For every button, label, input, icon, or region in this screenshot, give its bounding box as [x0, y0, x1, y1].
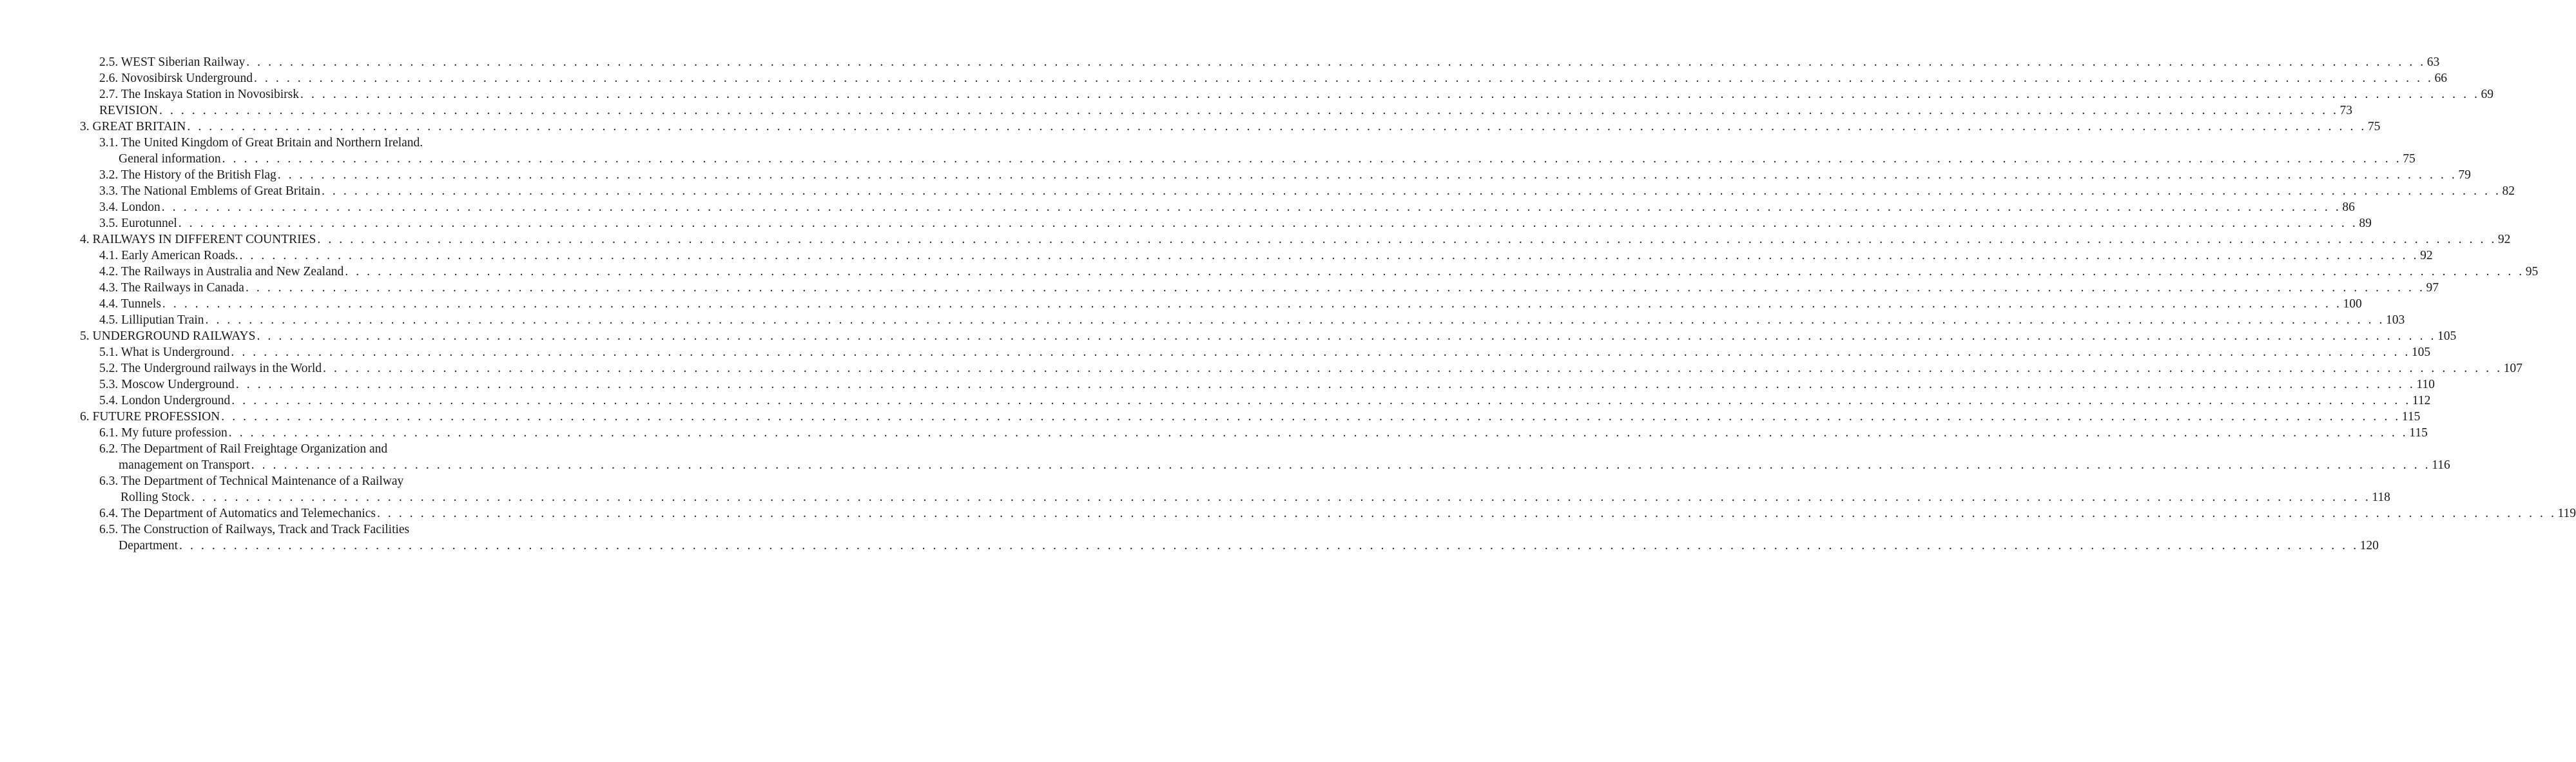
toc-entry-title: 6.5. The Construction of Railways, Track and Track Facilities — [99, 523, 410, 536]
toc-entry — [0, 280, 2439, 296]
toc-entry — [0, 135, 552, 151]
toc-entry-title: 6.4. The Department of Automatics and Telemechanics — [99, 507, 376, 520]
toc-entry-title: General information — [119, 152, 221, 166]
toc-entry-title: management on Transport — [119, 458, 250, 472]
toc-entry-page: 63 — [2426, 55, 2440, 69]
toc-entry — [0, 457, 2450, 473]
toc-entry-page: 107 — [2503, 362, 2523, 375]
toc-entry — [0, 312, 2405, 328]
toc-entry-page: 115 — [2401, 410, 2421, 424]
toc-entry — [0, 215, 2372, 231]
toc-entry-title: 3.2. The History of the British Flag — [99, 168, 276, 182]
toc-entry — [0, 151, 2416, 167]
toc-entry-title: 2.6. Novosibirsk Underground — [99, 72, 253, 85]
toc-entry — [0, 119, 2381, 135]
toc-entry-title: 4.2. The Railways in Australia and New Zealand — [99, 265, 344, 278]
toc-entry-title: REVISION — [99, 104, 158, 117]
toc-entry-page: 82 — [2502, 184, 2515, 198]
toc-entry-page: 97 — [2426, 281, 2439, 295]
toc-entry — [0, 103, 2353, 119]
toc-entry-title: 5.3. Moscow Underground — [99, 378, 235, 391]
toc-entry-title: 3.1. The United Kingdom of Great Britain and Northern Ireland. — [99, 136, 423, 150]
toc-entry — [0, 70, 2447, 86]
toc-entry-page: 119 — [2557, 507, 2576, 520]
dot-leader: . . . . . . . . . . . . . . . . . . . . . . . . . . . . . . . . . . . . . . . . . . . . . . . . . . . . . . . . . . . . . . . . . . . . . . . . . . . . . . . . . . . . . . . . . . . . . . . . . . . . . . . . . . . . . . . . . . . . . . . . . . . . . . . . . . . . . . . . . . . . . . . . . . . . . . . . . . . . . . . . . . . . . . . . . . . . . . . . . . . . . . . . . . . . . . . . . . . . . . . . — [321, 184, 2501, 198]
toc-entry-title: 6.3. The Department of Technical Maintenance of a Railway — [99, 474, 404, 488]
toc-entry-title: 5.1. What is Underground — [99, 346, 230, 359]
dot-leader: . . . . . . . . . . . . . . . . . . . . . . . . . . . . . . . . . . . . . . . . . . . . . . . . . . . . . . . . . . . . . . . . . . . . . . . . . . . . . . . . . . . . . . . . . . . . . . . . . . . . . . . . . . . . . . . . . . . . . . . . . . . . . . . . . . . . . . . . . . . . . . . . . . . . . . . . . . . . . . . . . . . . . . . . . . . . . . . . . . . . . . . . . . . . . . . . . . . . . . . . — [239, 249, 2419, 262]
dot-leader: . . . . . . . . . . . . . . . . . . . . . . . . . . . . . . . . . . . . . . . . . . . . . . . . . . . . . . . . . . . . . . . . . . . . . . . . . . . . . . . . . . . . . . . . . . . . . . . . . . . . . . . . . . . . . . . . . . . . . . . . . . . . . . . . . . . . . . . . . . . . . . . . . . . . . . . . . . . . . . . . . . . . . . . . . . . . . . . . . . . . . . . . . . . . . . . . . . . . . . . . — [323, 362, 2503, 375]
toc-entry-page: 103 — [2386, 313, 2405, 327]
dot-leader: . . . . . . . . . . . . . . . . . . . . . . . . . . . . . . . . . . . . . . . . . . . . . . . . . . . . . . . . . . . . . . . . . . . . . . . . . . . . . . . . . . . . . . . . . . . . . . . . . . . . . . . . . . . . . . . . . . . . . . . . . . . . . . . . . . . . . . . . . . . . . . . . . . . . . . . . . . . . . . . . . . . . . . . . . . . . . . . . . . . . . . . . . . . . . . . . . . . . . . . . — [161, 200, 2341, 214]
toc-entry-page: 100 — [2343, 297, 2362, 311]
toc-entry-page: 66 — [2434, 72, 2447, 85]
toc-entry-title: 6.1. My future profession — [99, 426, 228, 440]
dot-leader: . . . . . . . . . . . . . . . . . . . . . . . . . . . . . . . . . . . . . . . . . . . . . . . . . . . . . . . . . . . . . . . . . . . . . . . . . . . . . . . . . . . . . . . . . . . . . . . . . . . . . . . . . . . . . . . . . . . . . . . . . . . . . . . . . . . . . . . . . . . . . . . . . . . . . . . . . . . . . . . . . . . . . . . . . . . . . . . . . . . . . . . . . . . . . . . . . . . . . . . . — [205, 313, 2385, 327]
dot-leader: . . . . . . . . . . . . . . . . . . . . . . . . . . . . . . . . . . . . . . . . . . . . . . . . . . . . . . . . . . . . . . . . . . . . . . . . . . . . . . . . . . . . . . . . . . . . . . . . . . . . . . . . . . . . . . . . . . . . . . . . . . . . . . . . . . . . . . . . . . . . . . . . . . . . . . . . . . . . . . . . . . . . . . . . . . . . . . . . . . . . . . . . . . . . . . . . . . . . . . . . — [178, 217, 2358, 230]
dot-leader: . . . . . . . . . . . . . . . . . . . . . . . . . . . . . . . . . . . . . . . . . . . . . . . . . . . . . . . . . . . . . . . . . . . . . . . . . . . . . . . . . . . . . . . . . . . . . . . . . . . . . . . . . . . . . . . . . . . . . . . . . . . . . . . . . . . . . . . . . . . . . . . . . . . . . . . . . . . . . . . . . . . . . . . . . . . . . . . . . . . . . . . . . . . . . . . . . . . . . . . . — [345, 265, 2524, 278]
toc-entry-title: 4.1. Early American Roads. — [99, 249, 238, 262]
toc-entry-title: 6. FUTURE PROFESSION — [80, 410, 220, 424]
toc-entry — [0, 425, 2428, 441]
toc-entry-page: 110 — [2416, 378, 2435, 391]
toc-entry-title: Rolling Stock — [121, 491, 190, 504]
toc-entry-page: 118 — [2372, 491, 2390, 504]
toc-entry-title: 4.5. Lilliputian Train — [99, 313, 204, 327]
dot-leader: . . . . . . . . . . . . . . . . . . . . . . . . . . . . . . . . . . . . . . . . . . . . . . . . . . . . . . . . . . . . . . . . . . . . . . . . . . . . . . . . . . . . . . . . . . . . . . . . . . . . . . . . . . . . . . . . . . . . . . . . . . . . . . . . . . . . . . . . . . . . . . . . . . . . . . . . . . . . . . . . . . . . . . . . . . . . . . . . . . . . . . . . . . . . . . . . . . . . . . . . — [253, 72, 2434, 85]
table-of-contents — [0, 54, 2576, 554]
toc-entry — [0, 231, 2511, 248]
dot-leader: . . . . . . . . . . . . . . . . . . . . . . . . . . . . . . . . . . . . . . . . . . . . . . . . . . . . . . . . . . . . . . . . . . . . . . . . . . . . . . . . . . . . . . . . . . . . . . . . . . . . . . . . . . . . . . . . . . . . . . . . . . . . . . . . . . . . . . . . . . . . . . . . . . . . . . . . . . . . . . . . . . . . . . . . . . . . . . . . . . . . . . . . . . . . . . . . . . . . . . . . — [191, 491, 2371, 504]
toc-entry-page: 92 — [2420, 249, 2433, 262]
toc-entry-page: 105 — [2411, 346, 2431, 359]
dot-leader: . . . . . . . . . . . . . . . . . . . . . . . . . . . . . . . . . . . . . . . . . . . . . . . . . . . . . . . . . . . . . . . . . . . . . . . . . . . . . . . . . . . . . . . . . . . . . . . . . . . . . . . . . . . . . . . . . . . . . . . . . . . . . . . . . . . . . . . . . . . . . . . . . . . . . . . . . . . . . . . . . . . . . . . . . . . . . . . . . . . . . . . . . . . . . . . . . . . . . . . . — [246, 55, 2426, 69]
toc-entry — [0, 167, 2471, 183]
toc-entry-title: 5.2. The Underground railways in the World — [99, 362, 322, 375]
toc-entry — [0, 441, 552, 457]
dot-leader: . . . . . . . . . . . . . . . . . . . . . . . . . . . . . . . . . . . . . . . . . . . . . . . . . . . . . . . . . . . . . . . . . . . . . . . . . . . . . . . . . . . . . . . . . . . . . . . . . . . . . . . . . . . . . . . . . . . . . . . . . . . . . . . . . . . . . . . . . . . . . . . . . . . . . . . . . . . . . . . . . . . . . . . . . . . . . . . . . . . . . . . . . . . . . . . . . . . . . . . . — [317, 233, 2497, 246]
toc-entry — [0, 86, 2494, 103]
toc-entry-title: 4. RAILWAYS IN DIFFERENT COUNTRIES — [80, 233, 316, 246]
toc-entry-page: 115 — [2409, 426, 2428, 440]
toc-entry-page: 105 — [2437, 329, 2457, 343]
toc-entry-page: 75 — [2367, 120, 2381, 133]
toc-entry-page: 112 — [2412, 394, 2431, 407]
toc-entry-title: Department — [119, 539, 179, 552]
dot-leader: . . . . . . . . . . . . . . . . . . . . . . . . . . . . . . . . . . . . . . . . . . . . . . . . . . . . . . . . . . . . . . . . . . . . . . . . . . . . . . . . . . . . . . . . . . . . . . . . . . . . . . . . . . . . . . . . . . . . . . . . . . . . . . . . . . . . . . . . . . . . . . . . . . . . . . . . . . . . . . . . . . . . . . . . . . . . . . . . . . . . . . . . . . . . . . . . . . . . . . . . — [187, 120, 2367, 133]
toc-entry-title: 5.4. London Underground — [99, 394, 231, 407]
toc-entry — [0, 248, 2433, 264]
toc-entry-title: 4.3. The Railways in Canada — [99, 281, 244, 295]
toc-entry-title: 3. GREAT BRITAIN — [80, 120, 186, 133]
toc-entry-title: 3.4. London — [99, 200, 160, 214]
toc-entry — [0, 296, 2362, 312]
toc-entry-title: 6.2. The Department of Rail Freightage Organization and — [99, 442, 388, 456]
toc-entry-title: 3.5. Eurotunnel — [99, 217, 177, 230]
dot-leader: . . . . . . . . . . . . . . . . . . . . . . . . . . . . . . . . . . . . . . . . . . . . . . . . . . . . . . . . . . . . . . . . . . . . . . . . . . . . . . . . . . . . . . . . . . . . . . . . . . . . . . . . . . . . . . . . . . . . . . . . . . . . . . . . . . . . . . . . . . . . . . . . . . . . . . . . . . . . . . . . . . . . . . . . . . . . . . . . . . . . . . . . . . . . . . . . . . . . . . . . — [277, 168, 2457, 182]
dot-leader: . . . . . . . . . . . . . . . . . . . . . . . . . . . . . . . . . . . . . . . . . . . . . . . . . . . . . . . . . . . . . . . . . . . . . . . . . . . . . . . . . . . . . . . . . . . . . . . . . . . . . . . . . . . . . . . . . . . . . . . . . . . . . . . . . . . . . . . . . . . . . . . . . . . . . . . . . . . . . . . . . . . . . . . . . . . . . . . . . . . . . . . . . . . . . . . . . . . . . . . . — [251, 458, 2431, 472]
toc-entry-page: 69 — [2481, 88, 2494, 101]
toc-entry-title: 3.3. The National Emblems of Great Britain — [99, 184, 320, 198]
dot-leader: . . . . . . . . . . . . . . . . . . . . . . . . . . . . . . . . . . . . . . . . . . . . . . . . . . . . . . . . . . . . . . . . . . . . . . . . . . . . . . . . . . . . . . . . . . . . . . . . . . . . . . . . . . . . . . . . . . . . . . . . . . . . . . . . . . . . . . . . . . . . . . . . . . . . . . . . . . . . . . . . . . . . . . . . . . . . . . . . . . . . . . . . . . . . . . . . . . . . . . . . — [376, 507, 2557, 520]
toc-entry-page: 73 — [2339, 104, 2353, 117]
toc-entry — [0, 538, 2379, 554]
toc-entry-page: 79 — [2458, 168, 2471, 182]
dot-leader: . . . . . . . . . . . . . . . . . . . . . . . . . . . . . . . . . . . . . . . . . . . . . . . . . . . . . . . . . . . . . . . . . . . . . . . . . . . . . . . . . . . . . . . . . . . . . . . . . . . . . . . . . . . . . . . . . . . . . . . . . . . . . . . . . . . . . . . . . . . . . . . . . . . . . . . . . . . . . . . . . . . . . . . . . . . . . . . . . . . . . . . . . . . . . . . . . . . . . . . . — [162, 297, 2342, 311]
dot-leader: . . . . . . . . . . . . . . . . . . . . . . . . . . . . . . . . . . . . . . . . . . . . . . . . . . . . . . . . . . . . . . . . . . . . . . . . . . . . . . . . . . . . . . . . . . . . . . . . . . . . . . . . . . . . . . . . . . . . . . . . . . . . . . . . . . . . . . . . . . . . . . . . . . . . . . . . . . . . . . . . . . . . . . . . . . . . . . . . . . . . . . . . . . . . . . . . . . . . . . . . — [179, 539, 2359, 552]
dot-leader: . . . . . . . . . . . . . . . . . . . . . . . . . . . . . . . . . . . . . . . . . . . . . . . . . . . . . . . . . . . . . . . . . . . . . . . . . . . . . . . . . . . . . . . . . . . . . . . . . . . . . . . . . . . . . . . . . . . . . . . . . . . . . . . . . . . . . . . . . . . . . . . . . . . . . . . . . . . . . . . . . . . . . . . . . . . . . . . . . . . . . . . . . . . . . . . . . . . . . . . . — [221, 410, 2401, 424]
toc-entry-title: 2.5. WEST Siberian Railway — [99, 55, 246, 69]
dot-leader: . . . . . . . . . . . . . . . . . . . . . . . . . . . . . . . . . . . . . . . . . . . . . . . . . . . . . . . . . . . . . . . . . . . . . . . . . . . . . . . . . . . . . . . . . . . . . . . . . . . . . . . . . . . . . . . . . . . . . . . . . . . . . . . . . . . . . . . . . . . . . . . . . . . . . . . . . . . . . . . . . . . . . . . . . . . . . . . . . . . . . . . . . . . . . . . . . . . . . . . . — [159, 104, 2339, 117]
toc-entry — [0, 505, 2576, 522]
toc-entry-page: 75 — [2403, 152, 2416, 166]
dot-leader: . . . . . . . . . . . . . . . . . . . . . . . . . . . . . . . . . . . . . . . . . . . . . . . . . . . . . . . . . . . . . . . . . . . . . . . . . . . . . . . . . . . . . . . . . . . . . . . . . . . . . . . . . . . . . . . . . . . . . . . . . . . . . . . . . . . . . . . . . . . . . . . . . . . . . . . . . . . . . . . . . . . . . . . . . . . . . . . . . . . . . . . . . . . . . . . . . . . . . . . . — [222, 152, 2402, 166]
toc-entry-title: 2.7. The Inskaya Station in Novosibirsk — [99, 88, 299, 101]
toc-entry — [0, 473, 552, 489]
dot-leader: . . . . . . . . . . . . . . . . . . . . . . . . . . . . . . . . . . . . . . . . . . . . . . . . . . . . . . . . . . . . . . . . . . . . . . . . . . . . . . . . . . . . . . . . . . . . . . . . . . . . . . . . . . . . . . . . . . . . . . . . . . . . . . . . . . . . . . . . . . . . . . . . . . . . . . . . . . . . . . . . . . . . . . . . . . . . . . . . . . . . . . . . . . . . . . . . . . . . . . . . — [235, 378, 2416, 391]
dot-leader: . . . . . . . . . . . . . . . . . . . . . . . . . . . . . . . . . . . . . . . . . . . . . . . . . . . . . . . . . . . . . . . . . . . . . . . . . . . . . . . . . . . . . . . . . . . . . . . . . . . . . . . . . . . . . . . . . . . . . . . . . . . . . . . . . . . . . . . . . . . . . . . . . . . . . . . . . . . . . . . . . . . . . . . . . . . . . . . . . . . . . . . . . . . . . . . . . . . . . . . . — [228, 426, 2408, 440]
toc-entry-page: 86 — [2342, 200, 2355, 214]
toc-entry — [0, 264, 2539, 280]
dot-leader: . . . . . . . . . . . . . . . . . . . . . . . . . . . . . . . . . . . . . . . . . . . . . . . . . . . . . . . . . . . . . . . . . . . . . . . . . . . . . . . . . . . . . . . . . . . . . . . . . . . . . . . . . . . . . . . . . . . . . . . . . . . . . . . . . . . . . . . . . . . . . . . . . . . . . . . . . . . . . . . . . . . . . . . . . . . . . . . . . . . . . . . . . . . . . . . . . . . . . . . . — [231, 394, 2411, 407]
toc-entry — [0, 183, 2515, 199]
toc-entry-page: 120 — [2359, 539, 2379, 552]
toc-entry-title: 5. UNDERGROUND RAILWAYS — [80, 329, 256, 343]
toc-entry — [0, 393, 2431, 409]
toc-entry — [0, 522, 552, 538]
toc-entry-page: 92 — [2497, 233, 2511, 246]
dot-leader: . . . . . . . . . . . . . . . . . . . . . . . . . . . . . . . . . . . . . . . . . . . . . . . . . . . . . . . . . . . . . . . . . . . . . . . . . . . . . . . . . . . . . . . . . . . . . . . . . . . . . . . . . . . . . . . . . . . . . . . . . . . . . . . . . . . . . . . . . . . . . . . . . . . . . . . . . . . . . . . . . . . . . . . . . . . . . . . . . . . . . . . . . . . . . . . . . . . . . . . . — [231, 346, 2410, 359]
toc-entry-title: 4.4. Tunnels — [99, 297, 161, 311]
toc-entry-page: 95 — [2525, 265, 2539, 278]
toc-entry — [0, 199, 2355, 215]
dot-leader: . . . . . . . . . . . . . . . . . . . . . . . . . . . . . . . . . . . . . . . . . . . . . . . . . . . . . . . . . . . . . . . . . . . . . . . . . . . . . . . . . . . . . . . . . . . . . . . . . . . . . . . . . . . . . . . . . . . . . . . . . . . . . . . . . . . . . . . . . . . . . . . . . . . . . . . . . . . . . . . . . . . . . . . . . . . . . . . . . . . . . . . . . . . . . . . . . . . . . . . . — [245, 281, 2425, 295]
dot-leader: . . . . . . . . . . . . . . . . . . . . . . . . . . . . . . . . . . . . . . . . . . . . . . . . . . . . . . . . . . . . . . . . . . . . . . . . . . . . . . . . . . . . . . . . . . . . . . . . . . . . . . . . . . . . . . . . . . . . . . . . . . . . . . . . . . . . . . . . . . . . . . . . . . . . . . . . . . . . . . . . . . . . . . . . . . . . . . . . . . . . . . . . . . . . . . . . . . . . . . . . — [300, 88, 2480, 101]
toc-entry — [0, 328, 2457, 344]
toc-entry — [0, 489, 2390, 505]
toc-entry — [0, 360, 2523, 376]
toc-entry-page: 116 — [2432, 458, 2450, 472]
toc-entry-page: 89 — [2359, 217, 2372, 230]
toc-entry — [0, 344, 2431, 360]
toc-entry — [0, 409, 2421, 425]
toc-entry — [0, 376, 2435, 393]
dot-leader: . . . . . . . . . . . . . . . . . . . . . . . . . . . . . . . . . . . . . . . . . . . . . . . . . . . . . . . . . . . . . . . . . . . . . . . . . . . . . . . . . . . . . . . . . . . . . . . . . . . . . . . . . . . . . . . . . . . . . . . . . . . . . . . . . . . . . . . . . . . . . . . . . . . . . . . . . . . . . . . . . . . . . . . . . . . . . . . . . . . . . . . . . . . . . . . . . . . . . . . . — [257, 329, 2436, 343]
toc-entry — [0, 54, 2440, 70]
